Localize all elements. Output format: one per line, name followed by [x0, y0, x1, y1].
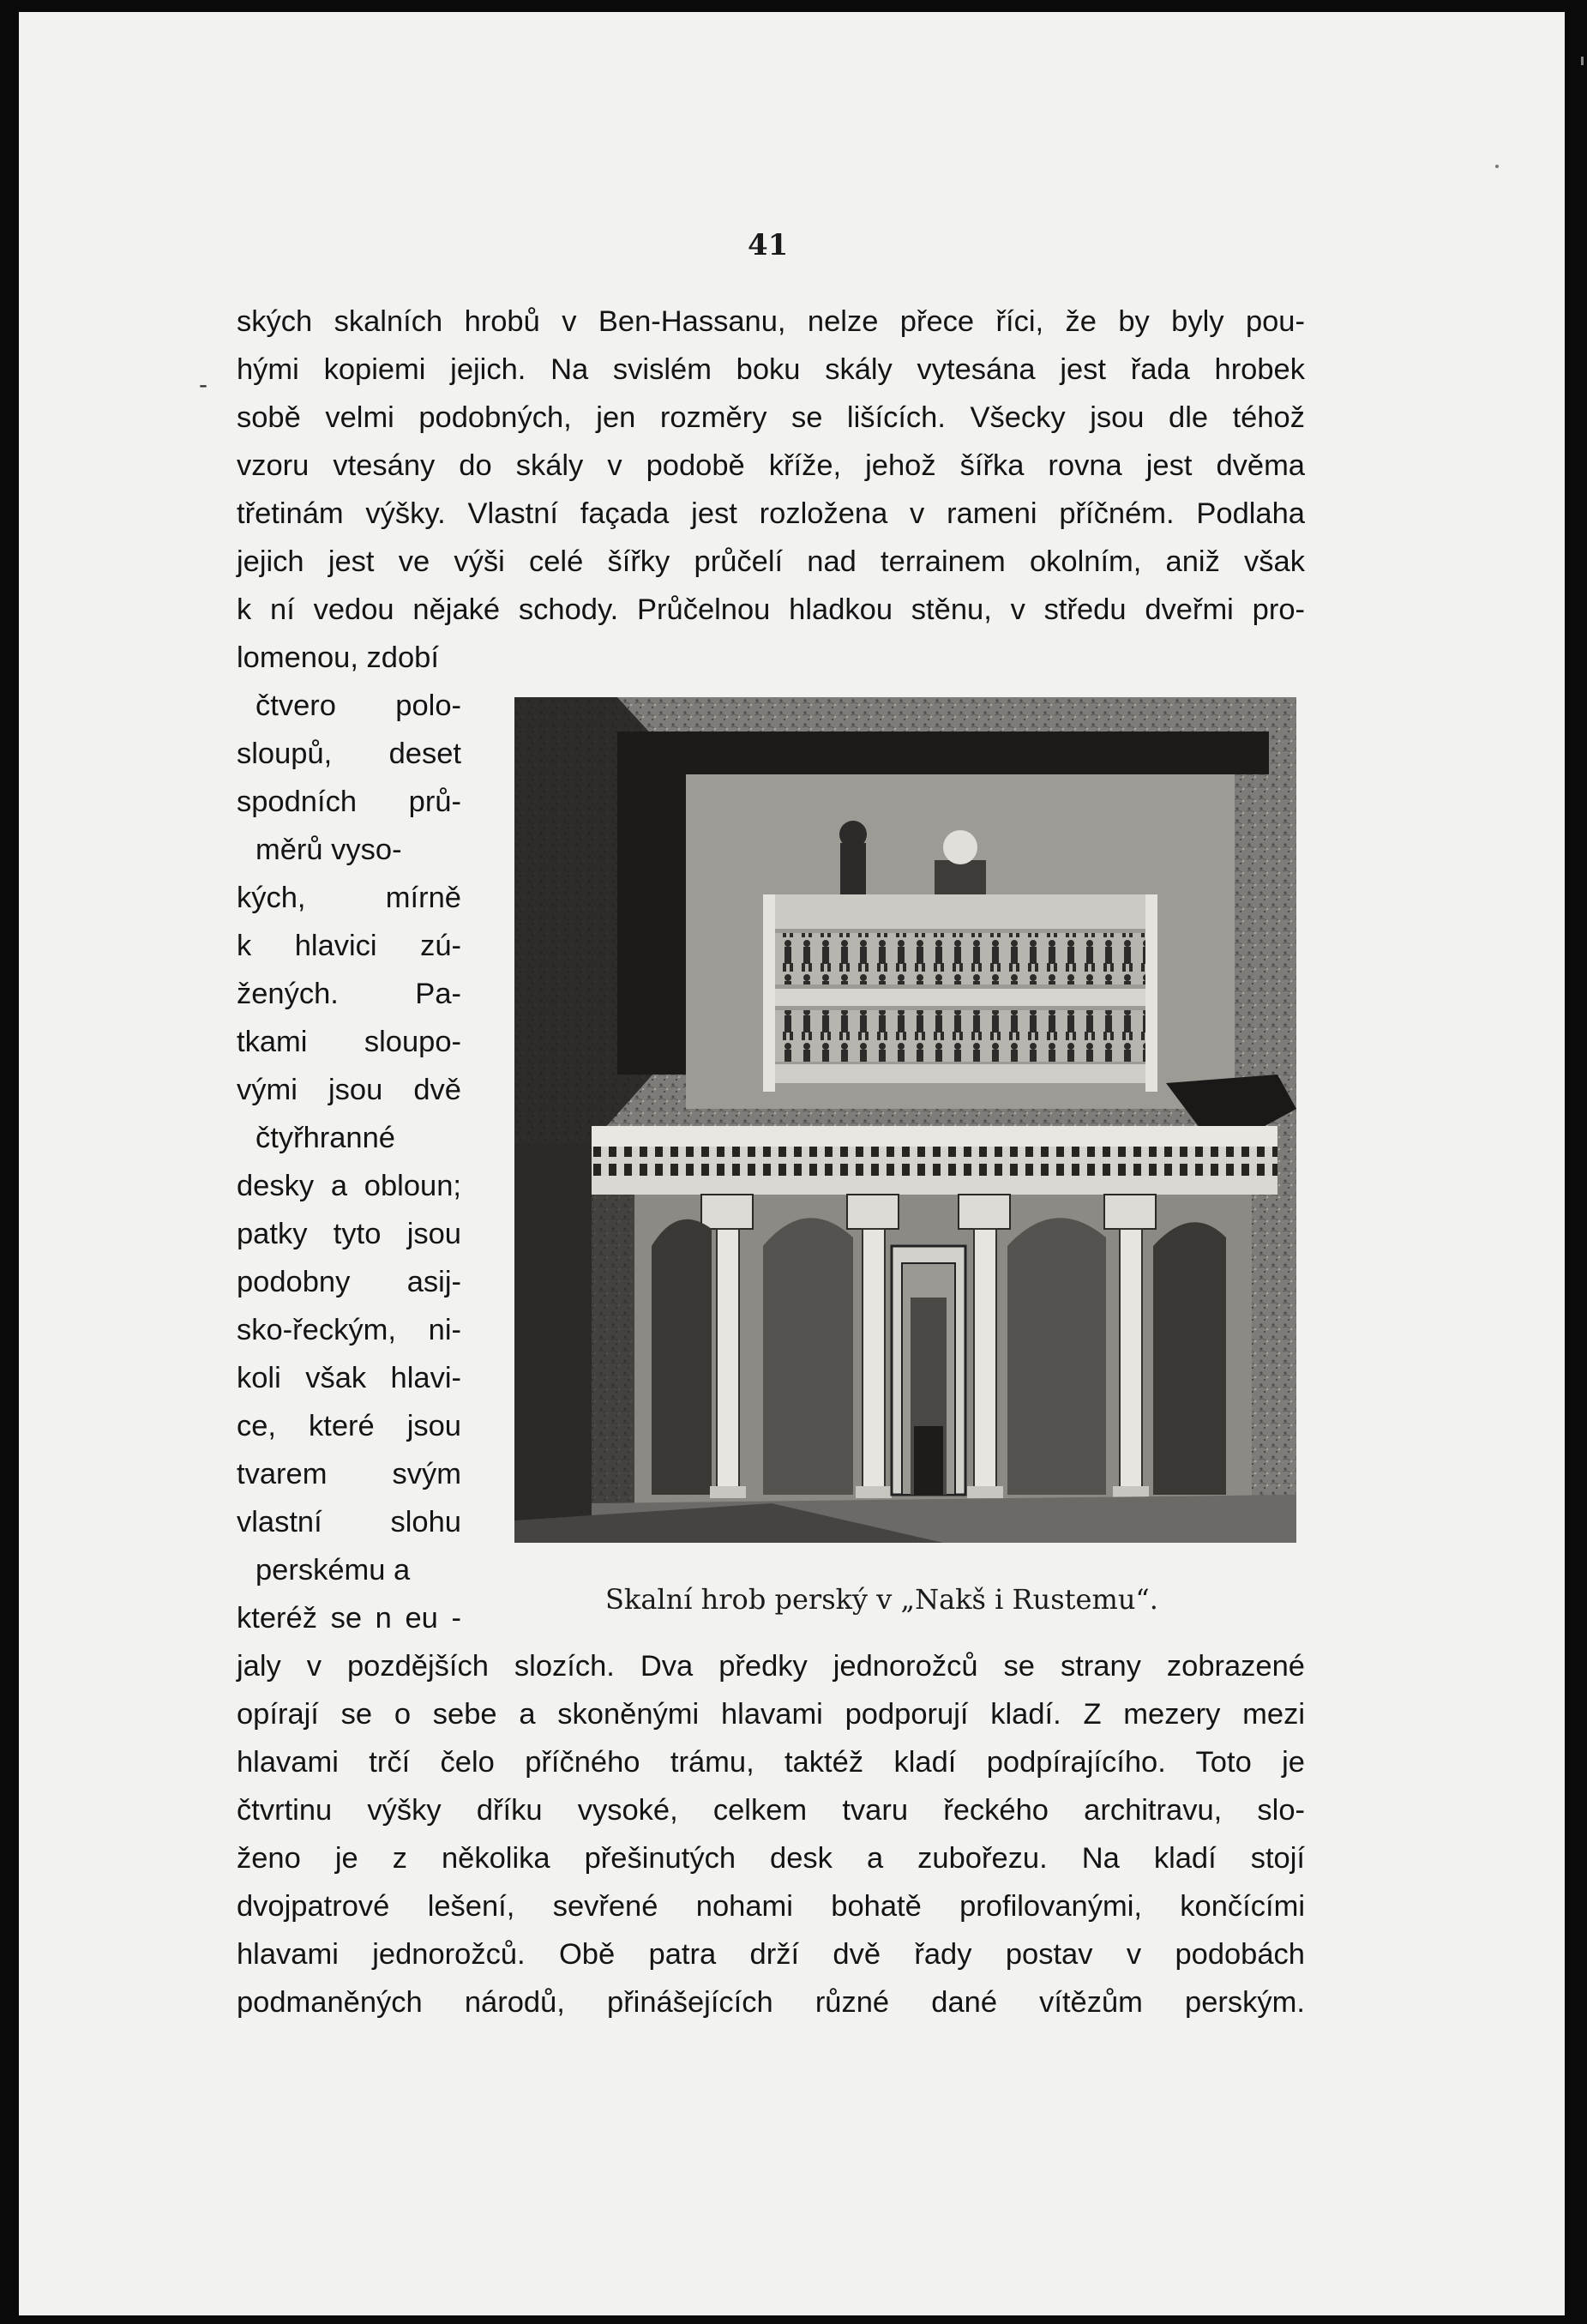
page-speck — [1495, 165, 1499, 168]
text-line: vlastní slohu — [237, 1506, 461, 1538]
text-line: koli však hlavi- — [237, 1362, 461, 1394]
text-line: sloupů, deset — [237, 738, 461, 770]
text-line: sobě velmi podobných, jen rozměry se lišících. Všecky jsou dle téhož — [237, 401, 1305, 434]
page-number: 41 — [748, 228, 789, 262]
text-line: sko-řeckým, ni- — [237, 1314, 461, 1346]
text-line: podmaněných národů, přinášejících různé dané vítězům perským. — [237, 1986, 1305, 2019]
text-line: k ní vedou nějaké schody. Průčelnou hladkou stěnu, v středu dveřmi pro- — [237, 593, 1305, 626]
page-speck — [1581, 57, 1584, 65]
text-line: hlavami jednorožců. Obě patra drží dvě řady postav v podobách — [237, 1938, 1305, 1971]
text-line: jaly v pozdějších slozích. Dva předky jednorožců se strany zobrazené — [237, 1650, 1305, 1683]
rock-tomb-illustration — [514, 697, 1296, 1543]
text-line: hlavami trčí čelo příčného trámu, taktéž kladí podpírajícího. Toto je — [237, 1746, 1305, 1779]
figure-caption: Skalní hrob perský v „Nakš i Rustemu“. — [605, 1583, 1158, 1616]
text-line: tkami sloupo- — [237, 1026, 461, 1058]
text-line: patky tyto jsou — [237, 1218, 461, 1250]
text-line: čtvero polo- — [255, 689, 461, 722]
text-line: měrů vyso- — [255, 834, 402, 866]
text-line: desky a obloun; — [237, 1170, 461, 1202]
text-line: čtvrtinu výšky dříku vysoké, celkem tvaru řeckého architravu, slo- — [237, 1794, 1305, 1827]
text-line: tvarem svým — [237, 1458, 461, 1490]
text-line: kteréž se n eu - — [237, 1602, 461, 1635]
text-line: k hlavici zú- — [237, 930, 461, 962]
text-line: jejich jest ve výši celé šířky průčelí nad terrainem okolním, aniž však — [237, 545, 1305, 578]
margin-mark: - — [199, 370, 207, 399]
text-line: žených. Pa- — [237, 978, 461, 1010]
text-line: třetinám výšky. Vlastní façada jest rozložena v rameni příčném. Podlaha — [237, 497, 1305, 530]
text-line: hými kopiemi jejich. Na svislém boku skály vytesána jest řada hrobek — [237, 353, 1305, 386]
text-line: ce, které jsou — [237, 1410, 461, 1442]
text-line: podobny asij- — [237, 1266, 461, 1298]
text-line: ských skalních hrobů v Ben-Hassanu, nelze přece říci, že by byly pou- — [237, 305, 1305, 338]
text-line: kých, mírně — [237, 882, 461, 914]
text-line: vzoru vtesány do skály v podobě kříže, jehož šířka rovna jest dvěma — [237, 449, 1305, 482]
text-line: ženo je z několika přešinutých desk a zubořezu. Na kladí stojí — [237, 1842, 1305, 1875]
book-page — [19, 12, 1565, 2315]
text-line: dvojpatrové lešení, sevřené nohami bohatě profilovanými, končícími — [237, 1890, 1305, 1923]
tomb-engraving — [514, 697, 1296, 1543]
text-line: perskému a — [255, 1554, 411, 1586]
text-line: lomenou, zdobí — [237, 641, 439, 674]
text-line: čtyřhranné — [255, 1122, 395, 1154]
text-line: opírají se o sebe a skoněnými hlavami podporují kladí. Z mezery mezi — [237, 1698, 1305, 1731]
text-line: spodních prů- — [237, 786, 461, 818]
text-line: vými jsou dvě — [237, 1074, 461, 1106]
